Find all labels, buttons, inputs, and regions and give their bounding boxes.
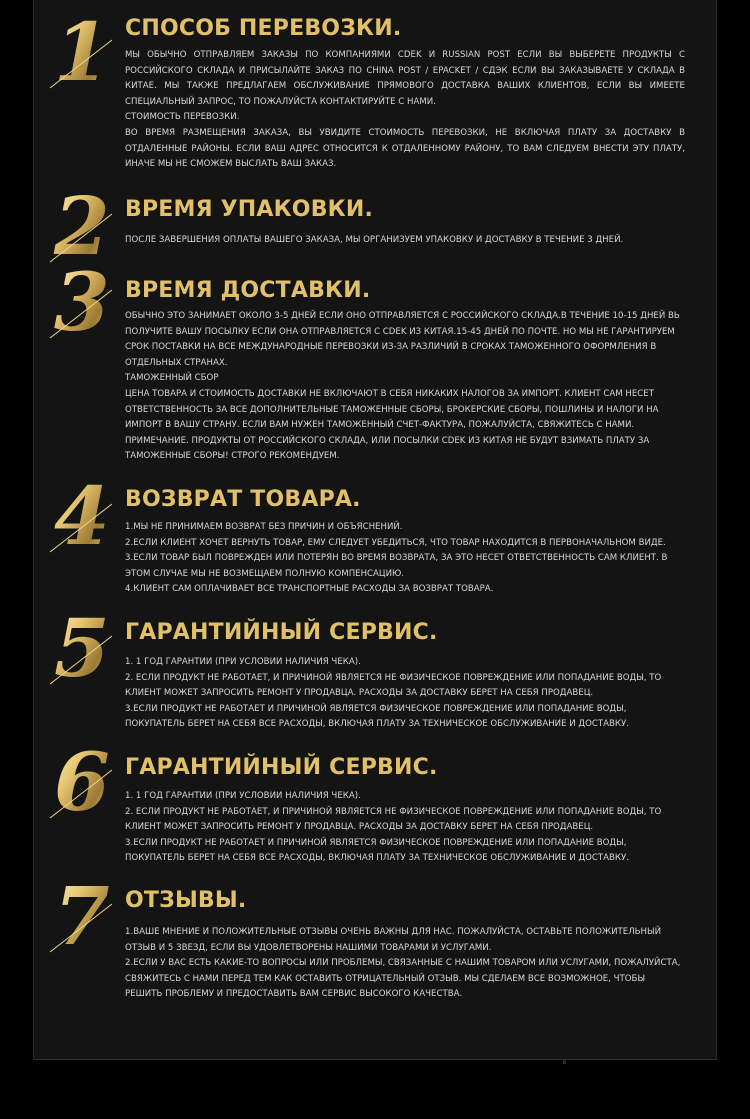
body-paragraph: ПОСЛЕ ЗАВЕРШЕНИЯ ОПЛАТЫ ВАШЕГО ЗАКАЗА, МЫ ОРГАНИЗУЕМ УПАКОВКУ И ДОСТАВКУ В ТЕЧЕНИЕ 3 ДНЕЙ. xyxy=(125,235,624,245)
svg-text:4: 4 xyxy=(54,469,110,563)
body-paragraph: 1.МЫ НЕ ПРИНИМАЕМ ВОЗВРАТ БЕЗ ПРИЧИН И ОБЪЯСНЕНИЙ. xyxy=(125,522,403,532)
section-title: ВРЕМЯ УПАКОВКИ. xyxy=(125,197,374,222)
body-paragraph: ВО ВРЕМЯ РАЗМЕЩЕНИЯ ЗАКАЗА, ВЫ УВИДИТЕ СТОИМОСТЬ ПЕРЕВОЗКИ, НЕ ВКЛЮЧАЯ ПЛАТУ ЗА ДОСТАВКУ В ОТДАЛЕННЫЕ РАЙОНЫ. ЕСЛИ ВАШ АДРЕС ОТНОСИТСЯ К ОТДАЛЕННОМУ РАЙОНУ, ТО ВАМ СЛЕДУЕМ ВНЕСТИ ЭТУ ПЛАТУ, ИНАЧЕ МЫ НЕ СМОЖЕМ ВЫСЛАТЬ ВАШ ЗАКАЗ. xyxy=(125,127,685,170)
section-title: ГАРАНТИЙНЫЙ СЕРВИС. xyxy=(125,620,438,645)
section-number-badge xyxy=(48,869,118,963)
section-title: ВРЕМЯ ДОСТАВКИ. xyxy=(125,278,371,303)
section-title: ВОЗВРАТ ТОВАРА. xyxy=(125,487,361,512)
section-number-badge xyxy=(48,469,118,563)
number-six-graphic xyxy=(48,735,118,829)
number-four-graphic xyxy=(48,469,118,563)
section-number-badge xyxy=(48,735,118,829)
body-paragraph: 3.ЕСЛИ ПРОДУКТ НЕ РАБОТАЕТ И ПРИЧИНОЙ ЯВЛЯЕТСЯ ФИЗИЧЕСКОЕ ПОВРЕЖДЕНИЕ ИЛИ ПОПАДАНИЕ ВОДЫ, ПОКУПАТЕЛЬ БЕРЕТ НА СЕБЯ ВСЕ РАСХОДЫ, ВКЛЮЧАЯ ПЛАТУ ЗА ТЕХНИЧЕСКОЕ ОБСЛУЖИВАНИЕ И ДОСТАВКУ. xyxy=(125,703,629,730)
body-paragraph: ОБЫЧНО ЭТО ЗАНИМАЕТ ОКОЛО 3-5 ДНЕЙ ЕСЛИ ОНО ОТПРАВЛЯЕТСЯ С РОССИЙСКОГО СКЛАДА.В ТЕЧЕНИЕ 10-15 ДНЕЙ ВЬ ПОЛУЧИТЕ ВАШУ ПОСЫЛКУ ЕСЛИ ОНА ОТПРАВЛЯЕТСЯ С CDEK ИЗ КИТАЯ.15-45 ДНЕЙ ПО ПОЧТЕ. НО МЫ НЕ ГАРАНТИРУЕМ СРОК ПОСТАВКИ НА ВСЕ МЕЖДУНАРОДНЫЕ ПЕРЕВОЗКИ ИЗ-ЗА РАЗЛИЧИЙ В СРОКАХ ТАМОЖЕННОГО ОФОРМЛЕНИЯ В ОТДЕЛЬНЫХ СТРАНАХ. xyxy=(125,311,680,368)
body-paragraph: 2. ЕСЛИ ПРОДУКТ НЕ РАБОТАЕТ, И ПРИЧИНОЙ ЯВЛЯЕТСЯ НЕ ФИЗИЧЕСКОЕ ПОВРЕЖДЕНИЕ ИЛИ ПОПАДАНИЕ ВОДЫ, ТО КЛИЕНТ МОЖЕТ ЗАПРОСИТЬ РЕМОНТ У ПРОДАВЦА. РАСХОДЫ ЗА ДОСТАВКУ БЕРЕТ НА СЕБЯ ПРОДАВЕЦ. xyxy=(125,672,662,699)
body-paragraph: 1. 1 ГОД ГАРАНТИИ (ПРИ УСЛОВИИ НАЛИЧИЯ ЧЕКА). xyxy=(125,791,361,801)
number-seven-graphic xyxy=(48,869,118,963)
section-body xyxy=(125,233,685,249)
section-title: ГАРАНТИЙНЫЙ СЕРВИС. xyxy=(125,755,438,780)
section-body xyxy=(125,520,685,598)
number-three-graphic xyxy=(48,255,118,349)
svg-text:1: 1 xyxy=(54,5,110,99)
body-paragraph: 2.ЕСЛИ КЛИЕНТ ХОЧЕТ ВЕРНУТЬ ТОВАР, ЕМУ СЛЕДУЕТ УБЕДИТЬСЯ, ЧТО ТОВАР НАХОДИТСЯ В ПЕРВОНАЧАЛЬНОМ ВИДЕ. xyxy=(125,537,666,548)
section-number-badge xyxy=(48,5,118,99)
number-two-graphic xyxy=(48,179,118,273)
section-number-badge xyxy=(48,601,118,695)
section-body xyxy=(125,925,685,1003)
svg-text:3: 3 xyxy=(54,255,110,349)
svg-text:5: 5 xyxy=(54,601,110,695)
svg-text:2: 2 xyxy=(54,179,110,273)
body-paragraph: 2.ЕСЛИ У ВАС ЕСТЬ КАКИЕ-ТО ВОПРОСЫ ИЛИ ПРОБЛЕМЫ, СВЯЗАННЫЕ С НАШИМ ТОВАРОМ ИЛИ УСЛУГАМИ, ПОЖАЛУЙСТА, СВЯЖИТЕСЬ С НАМИ ПЕРЕД ТЕМ КАК ОСТАВИТЬ ОТРИЦАТЕЛЬНЫЙ ОТЗЫВ. МЫ СДЕЛАЕМ ВСЕ ВОЗМОЖНОЕ, ЧТОБЫ РЕШИТЬ ПРОБЛЕМУ И ПРЕДОСТАВИТЬ ВАМ СЕРВИС ВЫСОКОГО КАЧЕСТВА. xyxy=(125,958,681,1000)
body-paragraph: 4.КЛИЕНТ САМ ОПЛАЧИВАЕТ ВСЕ ТРАНСПОРТНЫЕ РАСХОДЫ ЗА ВОЗВРАТ ТОВАРА. xyxy=(125,584,494,595)
panel-divider-mark xyxy=(563,1060,566,1064)
number-one-graphic xyxy=(48,5,118,99)
section-number-badge xyxy=(48,179,118,273)
section-number-badge xyxy=(48,255,118,349)
section-body xyxy=(125,655,685,733)
section-body xyxy=(125,48,685,173)
body-paragraph: 2. ЕСЛИ ПРОДУКТ НЕ РАБОТАЕТ, И ПРИЧИНОЙ ЯВЛЯЕТСЯ НЕ ФИЗИЧЕСКОЕ ПОВРЕЖДЕНИЕ ИЛИ ПОПАДАНИЕ ВОДЫ, ТО КЛИЕНТ МОЖЕТ ЗАПРОСИТЬ РЕМОНТ У ПРОДАВЦА. РАСХОДЫ ЗА ДОСТАВКУ БЕРЕТ НА СЕБЯ ПРОДАВЕЦ. xyxy=(125,806,662,833)
svg-text:7: 7 xyxy=(54,869,110,963)
body-paragraph: 3.ЕСЛИ ТОВАР БЫЛ ПОВРЕЖДЕН ИЛИ ПОТЕРЯН ВО ВРЕМЯ ВОЗВРАТА, ЗА ЭТО НЕСЕТ ОТВЕТСТВЕННОСТЬ САМ КЛИЕНТ. В ЭТОМ СЛУЧАЕ МЫ НЕ ВОЗМЕЩАЕМ ПОЛНУЮ КОМПЕНСАЦИЮ. xyxy=(125,553,668,579)
section-title: СПОСОБ ПЕРЕВОЗКИ. xyxy=(125,16,402,41)
body-paragraph: 1.ВАШЕ МНЕНИЕ И ПОЛОЖИТЕЛЬНЫЕ ОТЗЫВЫ ОЧЕНЬ ВАЖНЫ ДЛЯ НАС. ПОЖАЛУЙСТА, ОСТАВЬТЕ ПОЛОЖИТЕЛЬНЫЙ ОТЗЫВ И 5 ЗВЕЗД, ЕСЛИ ВЫ УДОВЛЕТВОРЕНЫ НАШИМИ ТОВАРАМИ И УСЛУГАМИ. xyxy=(125,927,662,953)
section-body xyxy=(125,789,685,867)
body-paragraph: МЫ ОБЫЧНО ОТПРАВЛЯЕМ ЗАКАЗЫ ПО КОМПАНИЯМИ CDEK И RUSSIAN POST ЕСЛИ ВЫ ВЫБЕРЕТЕ ПРОДУКТЫ С РОССИЙСКОГО СКЛАДА И ПРИСЫЛАЙТЕ ЗАКАЗ ПО CHINA POST / EPACKET / СДЭК ЕСЛИ ВЫ ЗАКАЗЫВАЕТЕ У СКЛАДА В КИТАЕ. МЫ ТАКЖЕ ПРЕДЛАГАЕМ ОБСЛУЖИВАНИЕ ПРЯМОВОГО ДОСТАВКА ВАШИХ КЛИЕНТОВ, ЕСЛИ ВЫ ИМЕЕТЕ СПЕЦИАЛЬНЫЙ ЗАПРОС, ТО ПОЖАЛУЙСТА КОНТАКТИРУЙТЕ С НАМИ. xyxy=(125,50,685,107)
body-paragraph: ПРИМЕЧАНИЕ. ПРОДУКТЫ ОТ РОССИЙСКОГО СКЛАДА, ИЛИ ПОСЫЛКИ CDEK ИЗ КИТАЯ НЕ БУДУТ ВЗИМАТЬ ПЛАТУ ЗА ТАМОЖЕННЫЕ СБОРЫ! СТРОГО РЕКОМЕНДУЕМ. xyxy=(125,435,650,462)
body-paragraph: СТОИМОСТЬ ПЕРЕВОЗКИ. xyxy=(125,112,240,123)
number-five-graphic xyxy=(48,601,118,695)
body-paragraph: ТАМОЖЕННЫЙ СБОР xyxy=(125,373,219,384)
body-paragraph: 1. 1 ГОД ГАРАНТИИ (ПРИ УСЛОВИИ НАЛИЧИЯ ЧЕКА). xyxy=(125,657,361,667)
svg-text:6: 6 xyxy=(54,735,110,829)
body-paragraph: 3.ЕСЛИ ПРОДУКТ НЕ РАБОТАЕТ И ПРИЧИНОЙ ЯВЛЯЕТСЯ ФИЗИЧЕСКОЕ ПОВРЕЖДЕНИЕ ИЛИ ПОПАДАНИЕ ВОДЫ, ПОКУПАТЕЛЬ БЕРЕТ НА СЕБЯ ВСЕ РАСХОДЫ, ВКЛЮЧАЯ ПЛАТУ ЗА ТЕХНИЧЕСКОЕ ОБСЛУЖИВАНИЕ И ДОСТАВКУ. xyxy=(125,837,629,864)
section-body xyxy=(125,309,685,465)
body-paragraph: ЦЕНА ТОВАРА И СТОИМОСТЬ ДОСТАВКИ НЕ ВКЛЮЧАЮТ В СЕБЯ НИКАКИХ НАЛОГОВ ЗА ИМПОРТ. КЛИЕНТ САМ НЕСЕТ ОТВЕТСТВЕННОСТЬ ЗА ВСЕ ДОПОЛНИТЕЛЬНЫЕ ТАМОЖЕННЫЕ СБОРЫ, БРОКЕРСКИЕ СБОРЫ, ПОШЛИНЫ И НАЛОГИ НА ИМПОРТ В ВАШУ СТРАНУ. ЕСЛИ ВАМ НУЖЕН ТАМОЖЕННЫЙ СЧЕТ-ФАКТУРА, ПОЖАЛУЙСТА, СВЯЖИТЕСЬ С НАМИ. xyxy=(125,388,659,431)
section-title: ОТЗЫВЫ. xyxy=(125,888,247,913)
